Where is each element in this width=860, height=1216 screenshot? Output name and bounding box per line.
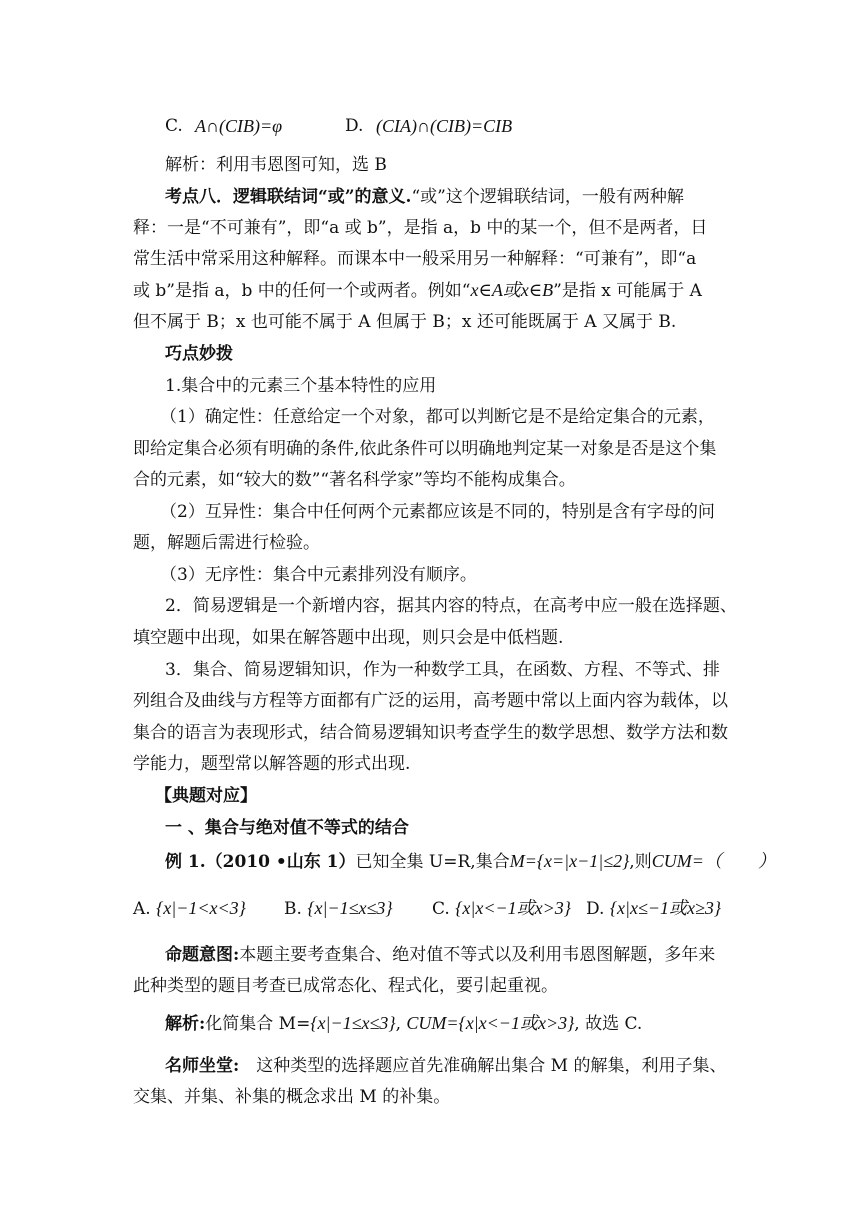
text-line: 列组合及曲线与方程等方面都有广泛的运用，高考题中常以上面内容为载体，以 (133, 691, 728, 711)
text-line: （1）确定性：任意给定一个对象，都可以判断它是不是给定集合的元素， (160, 407, 715, 427)
analysis-text: 解析：利用韦恩图可知，选 B (165, 155, 387, 175)
inline-formula: x∈A或x∈B (470, 280, 554, 300)
text-line: 但不属于 B；x 也可能不属于 A 但属于 B；x 还可能既属于 A 又属于 B. (133, 312, 677, 332)
text-line: 交集、并集、补集的概念求出 M 的补集。 (133, 1087, 451, 1107)
heading-text: 一 、集合与绝对值不等式的结合 (165, 818, 409, 838)
solution-complement-formula: CUM={x|x<−1或x>3} (406, 1013, 575, 1033)
option-c (432, 896, 571, 921)
text-line: 合的元素，如“较大的数”“著名科学家”等均不能构成集合。 (133, 470, 576, 490)
text-line: 3．集合、简易逻辑知识，作为一种数学工具，在函数、方程、不等式、排 (165, 660, 720, 680)
set-m-formula: M={x=|x−1|≤2} (509, 851, 630, 871)
text-line: 1.集合中的元素三个基本特性的应用 (165, 376, 437, 396)
solution-text: 化简集合 M= (205, 1014, 311, 1034)
topic-eight-heading: 考点八．逻辑联结词“或”的意义. (165, 187, 412, 207)
solution-text: , (395, 1014, 401, 1034)
option-d-label: D. (586, 899, 605, 919)
option-c-formula: {x|x<−1或x>3} (455, 898, 571, 918)
intent-text: 本题主要考查集合、绝对值不等式以及利用韦恩图解题，多年来 (239, 945, 716, 965)
text-segment: ”是指 x 可能属于 A (553, 281, 702, 301)
text-line: 此种类型的题目考查已成常态化、程式化，要引起重视。 (133, 976, 558, 996)
option-a (133, 896, 246, 921)
teacher-text: 这种类型的选择题应首先准确解出集合 M 的解集，利用子集、 (239, 1056, 727, 1076)
text-line: 即给定集合必须有明确的条件,依此条件可以明确地判定某一对象是否是这个集 (133, 439, 717, 459)
teacher-label: 名师坐堂: (165, 1056, 240, 1076)
text-line: （3）无序性：集合中元素排列没有顺序。 (160, 565, 477, 585)
solution-text: , 故选 C. (574, 1014, 643, 1034)
option-b-label: B. (284, 899, 302, 919)
option-d-label: D. (345, 116, 364, 136)
topic-eight-text: “或”这个逻辑联结词，一般有两种解 (411, 187, 684, 207)
text-line: 常生活中常采用这种解释。而课本中一般采用另一种解释：“可兼有”，即“a (133, 249, 697, 269)
text-line: 学能力，题型常以解答题的形式出现. (133, 754, 411, 774)
option-d (586, 896, 721, 921)
option-c-label: C. (432, 899, 450, 919)
text-line: 2．简易逻辑是一个新增内容，据其内容的特点，在高考中应一般在选择题、 (165, 596, 737, 616)
intent-label: 命题意图: (165, 945, 240, 965)
heading-text: 【典题对应】 (155, 786, 257, 806)
question-text: 已知全集 U=R,集合 (355, 852, 510, 872)
option-b (284, 896, 393, 921)
complement-formula: CUM=（ ） (651, 851, 776, 871)
text-segment: 或 b”是指 a，b 中的任何一个或两者。例如“ (133, 281, 471, 301)
question-text: ,则 (629, 852, 652, 872)
text-line: 填空题中出现，如果在解答题中出现，则只会是中低档题. (133, 628, 564, 648)
example-label: 例 1.（2010 •山东 1） (165, 852, 356, 872)
solution-label: 解析: (165, 1014, 206, 1034)
solution-formula: {x|−1≤x≤3} (310, 1013, 396, 1033)
option-d-formula: (CIA)∩(CIB)=CIB (376, 116, 513, 136)
text-line: 题，解题后需进行检验。 (133, 533, 320, 553)
option-d-formula: {x|x≤−1或x≥3} (609, 898, 722, 918)
option-a-formula: {x|−1<x<3} (156, 898, 246, 918)
option-c-formula: A∩(CIB)=φ (195, 116, 283, 136)
text-line: 集合的语言为表现形式，结合简易逻辑知识考查学生的数学思想、数学方法和数 (133, 723, 728, 743)
text-line: （2）互异性：集合中任何两个元素都应该是不同的，特别是含有字母的问 (160, 502, 715, 522)
heading-text: 巧点妙拨 (165, 344, 233, 364)
option-b-formula: {x|−1≤x≤3} (307, 898, 393, 918)
option-a-label: A. (133, 899, 151, 919)
option-c-label: C. (165, 116, 183, 136)
text-line: 释：一是“不可兼有”，即“a 或 b”，是指 a，b 中的某一个，但不是两者，日 (133, 218, 708, 238)
